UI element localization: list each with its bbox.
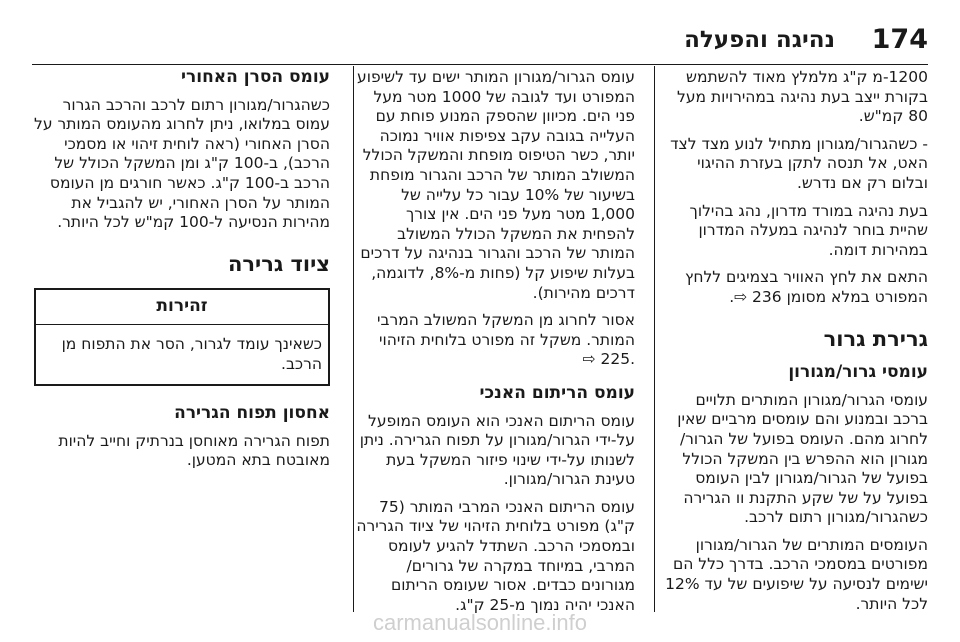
paragraph: עומס הריתום האנכי הוא העומס המופעל על-ידי הגרור/מגורון על תפוח הגרירה. ניתן לשנותו על-ידי שינוי פיזור המשקל בעת טעינת הגרור/מגורון. xyxy=(359,411,635,489)
subsection-heading-loads: עומסי גרור/מגורון xyxy=(788,362,928,383)
paragraph: העומסים המותרים של הגרור/מגורון מפורטים במסמכי הרכב. בדרך כלל הם ישימים לנסיעה על שיפועים של עד 12% לכל היותר. xyxy=(665,535,928,613)
chapter-title: נהיגה והפעלה xyxy=(684,27,835,53)
paragraph: כשהגרור/מגורון רתום לרכב והרכב הגרור עמוס במלואו, ניתן לחרוג מהעומס המותר על הסרן האחורי (ראה לוחית זיהוי או מסמכי הרכב), ב-100 ק"ג ומן המשקל הכולל של הרכב ב-100 ק"ג. כאשר חורגים מן העומס המותר על הסרן האחורי, יש להגביל את מהירות הנסיעה ל-100 קמ"ש לכל היותר. xyxy=(34,95,330,232)
caution-box xyxy=(34,288,330,386)
paragraph: תפוח הגרירה מאוחסן בנרתיק וחייב להיות מאובטח בתא המטען. xyxy=(58,431,330,470)
paragraph: התאם את לחץ האוויר בצמיגים ללחץ המפורט במלא מסומן 236 ⇨. xyxy=(685,268,928,306)
watermark: carmanualsonline.info xyxy=(372,610,588,635)
caution-title: זהירות xyxy=(36,290,328,325)
subsection-heading-vertical-load: עומס הריתום האנכי xyxy=(479,382,635,403)
column-right xyxy=(658,68,928,622)
header-rule xyxy=(32,64,928,65)
page-number: 174 xyxy=(871,24,928,55)
paragraph: 1200-מ ק"ג מלמלץ מאוד להשתמש בקורת ייצב בעת נהיגה במהירויות מעל 80 קמ"ש. xyxy=(677,68,928,126)
caution-text: כשאינך עומד לגרור, הסר את התפוח מן הרכב. xyxy=(61,334,322,373)
column-left xyxy=(34,68,330,479)
section-heading-equipment: ציוד גרירה xyxy=(227,251,330,276)
section-heading-towing: גרירת גרור xyxy=(823,326,928,351)
column-middle xyxy=(353,68,635,623)
subsection-heading-storage: אחסון תפוח הגרירה xyxy=(174,403,330,424)
paragraph: - כשהגרור/מגורון מתחיל לנוע מצד לצד האט, אל תנסה לתקן בעזרת ההיגוי ובלום רק אם נדרש. xyxy=(670,134,928,192)
page-header xyxy=(32,24,928,64)
column-divider xyxy=(654,66,655,612)
paragraph: אסור לחרוג מן המשקל המשולב המרבי המותר. משקל זה מפורט בלוחית הזיהוי .225 ⇨ xyxy=(377,311,635,369)
paragraph: עומס הגרור/מגורון המותר ישים עד לשיפוע המפורט ועד לגובה של 1000 מטר מעל פני הים. מכיוון שהספק המנוע פוחת עם העלייה בגובה עקב צפיפות אוויר נמוכה יותר, כשר הטיפוס מופחת והמשקל הכולל המשולב המותר של הרכב והגרור מופחת בשיעור של 10% עבור כל עלייה של 1,000 מטר מעל פני הים. אין צורך להפחית את המשקל הכולל המשולב המותר של הרכב והגרור בנהיגה על דרכים בעלות שיפוע קל (פחות מ-8%, לדוגמה, דרכים מהירות). xyxy=(357,68,635,302)
paragraph: בעת נהיגה במורד מדרון, נהג בהילוך שהיית בוחר לנהיגה במעלה המדרון במהירות דומה. xyxy=(689,201,928,259)
paragraph: עומס הריתום האנכי המרבי המותר (75 ק"ג) מפורט בלוחית הזיהוי של ציוד הגרירה ובמסמכי הרכב. השתדל להגיע לעומס המרבי, במיוחד במקרה של גרורים/ מגורונים כבדים. אסור שעומס הריתום האנכי יהיה נמוך מ-25 ק"ג. xyxy=(356,497,635,614)
paragraph: עומסי הגרור/מגורון המותרים תלויים ברכב ובמנוע והם עומסים מרביים שאין לחרוג מהם. העומס בפועל של הגרור/ מגורון הוא ההפרש בין המשקל הכולל בפועל של הגרור/מגורון לבין העומס בפועל על של שקע התקנת וו הגרירה כשהגרור/מגורון רתום לרכב. xyxy=(677,390,928,527)
subsection-heading-rear-axle: עומס הסרן האחורי xyxy=(181,67,330,87)
